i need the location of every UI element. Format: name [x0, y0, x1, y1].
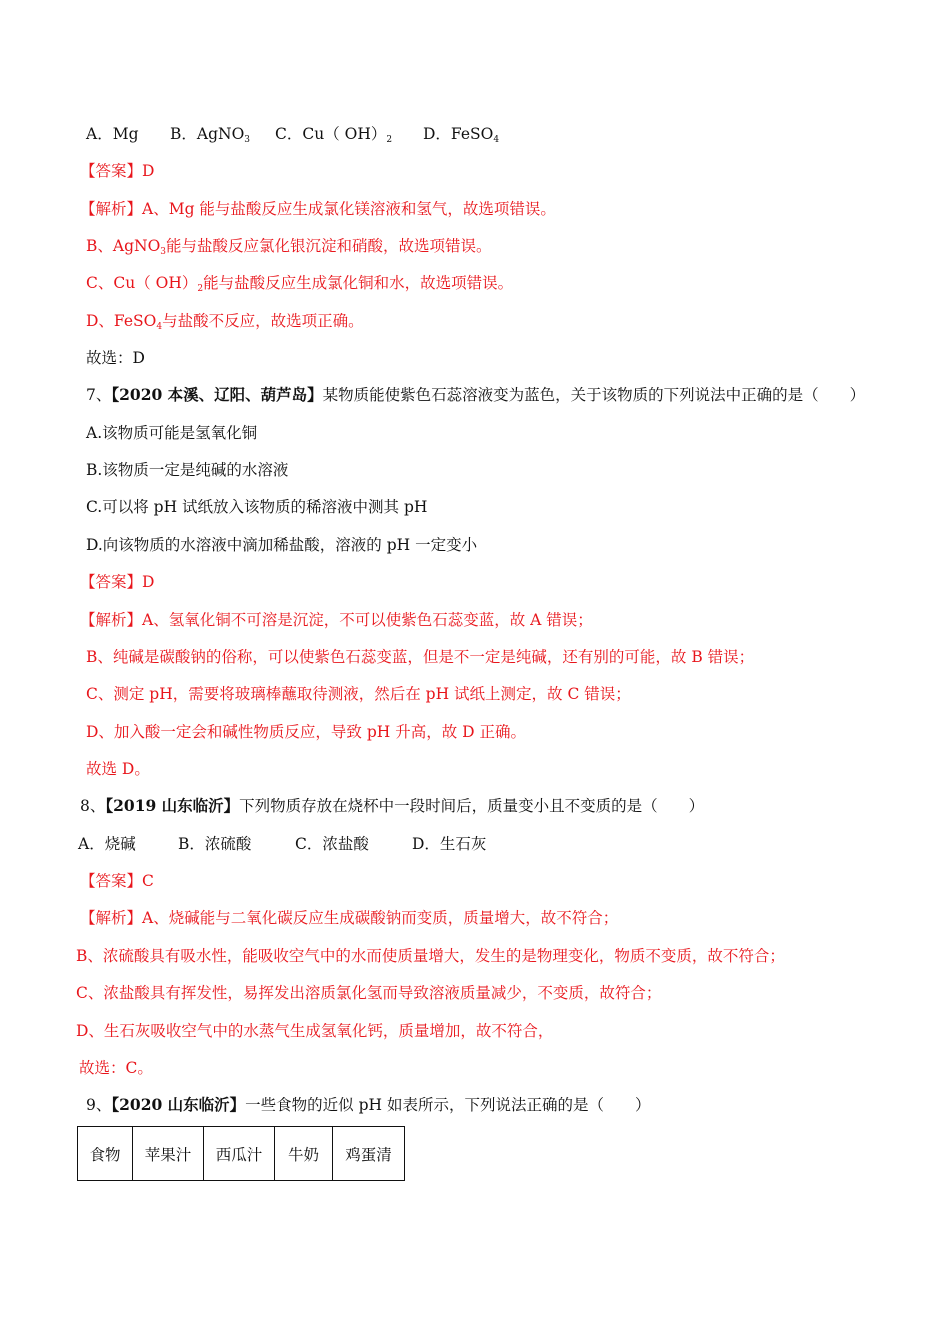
- q6-options: [86, 124, 499, 144]
- q8-analysis-a-text: A、烧碱能与二氧化碳反应生成碳酸钠而变质，质量增大，故不符合；: [142, 909, 619, 927]
- q6-option-b: [170, 124, 275, 144]
- q6-option-c-sub: 2: [386, 135, 393, 145]
- q7-number: 7、: [86, 386, 112, 404]
- table-row: [78, 1127, 405, 1181]
- q6-option-d-text: D．FeSO: [423, 125, 494, 143]
- analysis-tag: 【解析】: [80, 611, 143, 629]
- q7-choice: 故选 D。: [86, 760, 150, 778]
- q6-analysis-a: [80, 199, 556, 219]
- q6-option-c-text: C．Cu（ OH）: [275, 125, 387, 143]
- table-header-cell: 苹果汁: [133, 1127, 204, 1181]
- q9-stem: [86, 1095, 650, 1115]
- q8-source: 【2019 山东临沂】: [105, 796, 240, 815]
- q7-stem-text: 某物质能使紫色石蕊溶液变为蓝色，关于该物质的下列说法中正确的是（ ）: [322, 386, 866, 404]
- q6-analysis-d-pre: D、FeSO: [86, 312, 157, 330]
- q7-source: 【2020 本溪、辽阳、葫芦岛】: [111, 385, 323, 404]
- q7-analysis-d: D、加入酸一定会和碱性物质反应，导致 pH 升高，故 D 正确。: [86, 723, 527, 741]
- q6-analysis-c-sub: 2: [197, 284, 204, 294]
- q7-option-c: C.可以将 pH 试纸放入该物质的稀溶液中测其 pH: [86, 498, 428, 516]
- q6-analysis-c-pre: C、Cu（ OH）: [86, 274, 198, 292]
- q7-analysis-b: B、纯碱是碳酸钠的俗称，可以使紫色石蕊变蓝，但是不一定是纯碱，还有别的可能，故 B 错误；: [86, 648, 755, 666]
- q8-analysis-c: C、浓盐酸具有挥发性，易挥发出溶质氯化氢而导致溶液质量减少，不变质，故符合；: [76, 984, 662, 1002]
- q6-option-a: A．Mg: [86, 125, 139, 143]
- q6-choice: 故选：D: [86, 349, 145, 367]
- q6-option-b-text: B．AgNO: [170, 125, 245, 143]
- table-header-cell: 鸡蛋清: [333, 1127, 405, 1181]
- q8-analysis-a: [80, 908, 618, 928]
- q8-option-c: C．浓盐酸: [295, 835, 369, 853]
- q6-option-c: [275, 124, 423, 144]
- q6-analysis-d-sub: 4: [156, 322, 163, 332]
- q6-analysis-c: [86, 273, 513, 293]
- q7-stem: [86, 385, 865, 405]
- analysis-tag: 【解析】: [80, 200, 143, 218]
- q6-analysis-b-post: 能与盐酸反应氯化银沉淀和硝酸，故选项错误。: [166, 237, 492, 255]
- q9-stem-text: 一些食物的近似 pH 如表所示，下列说法正确的是（ ）: [245, 1096, 651, 1114]
- q7-option-d: D.向该物质的水溶液中滴加稀盐酸，溶液的 pH 一定变小: [86, 536, 478, 554]
- q8-analysis-b: B、浓硫酸具有吸水性，能吸收空气中的水而使质量增大，发生的是物理变化，物质不变质，故不符合；: [76, 947, 785, 965]
- q7-option-b: B.该物质一定是纯碱的水溶液: [86, 461, 289, 479]
- q6-analysis-b-sub: 3: [160, 247, 167, 257]
- q8-stem: [80, 796, 704, 816]
- q8-option-a: A．烧碱: [78, 835, 136, 853]
- q8-option-b: B．浓硫酸: [178, 835, 252, 853]
- q8-answer: 【答案】C: [80, 872, 154, 890]
- food-ph-table: [77, 1126, 405, 1181]
- q8-analysis-d: D、生石灰吸收空气中的水蒸气生成氢氧化钙，质量增加，故不符合，: [76, 1022, 554, 1040]
- q6-analysis-c-post: 能与盐酸反应生成氯化铜和水，故选项错误。: [203, 274, 514, 292]
- q6-answer: 【答案】D: [80, 162, 155, 180]
- q7-analysis-a: [80, 610, 593, 630]
- q8-options: [78, 834, 486, 854]
- q6-option-b-sub: 3: [244, 135, 251, 145]
- q8-choice: 故选：C。: [79, 1059, 153, 1077]
- q6-analysis-b-pre: B、AgNO: [86, 237, 161, 255]
- q7-analysis-a-text: A、氢氧化铜不可溶是沉淀，不可以使紫色石蕊变蓝，故 A 错误；: [142, 611, 593, 629]
- q6-option-d: [423, 124, 499, 144]
- q7-answer: 【答案】D: [80, 573, 155, 591]
- q6-analysis-d-post: 与盐酸不反应，故选项正确。: [162, 312, 364, 330]
- q7-option-a: A.该物质可能是氢氧化铜: [86, 424, 258, 442]
- q6-option-d-sub: 4: [493, 135, 500, 145]
- q6-analysis-b: [86, 236, 492, 256]
- q6-analysis-d: [86, 311, 364, 331]
- table-header-cell: 食物: [78, 1127, 133, 1181]
- q6-analysis-a-text: A、Mg 能与盐酸反应生成氯化镁溶液和氢气，故选项错误。: [142, 200, 556, 218]
- table-header-cell: 西瓜汁: [204, 1127, 275, 1181]
- q9-source: 【2020 山东临沂】: [111, 1095, 246, 1114]
- q8-number: 8、: [80, 797, 106, 815]
- q9-number: 9、: [86, 1096, 112, 1114]
- table-header-cell: 牛奶: [275, 1127, 333, 1181]
- q7-analysis-c: C、测定 pH，需要将玻璃棒蘸取待测液，然后在 pH 试纸上测定，故 C 错误；: [86, 685, 631, 703]
- q8-option-d: D．生石灰: [412, 835, 487, 853]
- q8-stem-text: 下列物质存放在烧杯中一段时间后，质量变小且不变质的是（ ）: [239, 797, 705, 815]
- analysis-tag: 【解析】: [80, 909, 143, 927]
